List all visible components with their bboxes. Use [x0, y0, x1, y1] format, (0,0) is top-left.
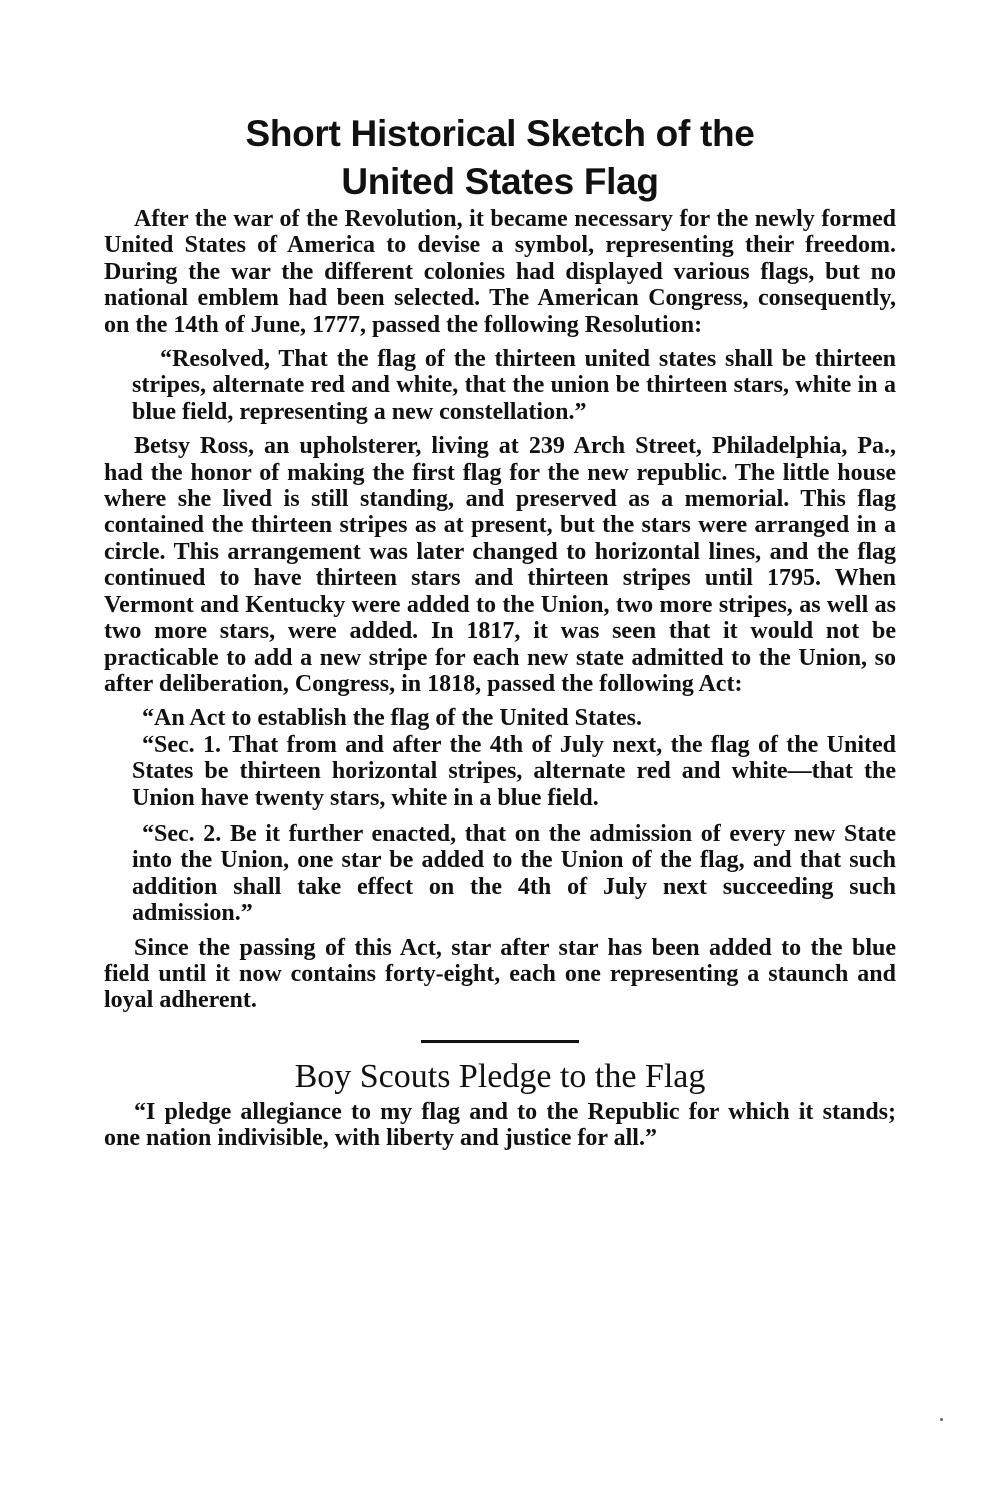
page-title — [104, 110, 896, 206]
section-divider — [421, 1040, 579, 1043]
pledge-title: Boy Scouts Pledge to the Flag — [294, 1057, 706, 1095]
act-title: “An Act to establish the flag of the United States. — [142, 705, 642, 732]
pledge-text: “I pledge allegiance to my flag and to the Republic for which it stands; one nation indivisible, with liberty and justice for all.” — [104, 1098, 896, 1152]
page-title-line-1: Short Historical Sketch of the — [245, 113, 755, 154]
print-speck — [940, 1418, 943, 1421]
resolution-quote: “Resolved, That the flag of the thirteen united states shall be thirteen stripes, alternate red and white, that the union be thirteen stars, white in a blue field, representing a new constellation.” — [132, 346, 896, 425]
closing-paragraph: Since the passing of this Act, star after star has been added to the blue field until it now contains forty-eight, each one representing a staunch and loyal adherent. — [104, 934, 896, 1014]
act-section-1: “Sec. 1. That from and after the 4th of July next, the flag of the United States be thirteen horizontal stripes, alternate red and white—that the Union have twenty stars, white in a blue field. — [132, 731, 896, 811]
intro-paragraph: After the war of the Revolution, it became necessary for the newly formed United States of America to devise a symbol, representing their freedom. During the war the different colonies had displayed various flags, but no national emblem had been selected. The American Congress, consequently, on the 14th of June, 1777, passed the following Resolution: — [104, 206, 896, 338]
page-title-line-2: United States Flag — [341, 161, 659, 202]
betsy-ross-paragraph: Betsy Ross, an upholsterer, living at 239 Arch Street, Philadelphia, Pa., had the honor of making the first flag for the new republic. The little house where she lived is still standing, and preserved as a memorial. This flag contained the thirteen stripes as at present, but the stars were arranged in a circle. This arrangement was later changed to horizontal lines, and the flag continued to have thirteen stars and thirteen stripes until 1795. When Vermont and Kentucky were added to the Union, two more stripes, as well as two more stars, were added. In 1817, it was seen that it would not be practicable to add a new stripe for each new state admitted to the Union, so after deliberation, Congress, in 1818, passed the following Act: — [104, 433, 896, 697]
act-section-2: “Sec. 2. Be it further enacted, that on the admission of every new State into the Union, one star be added to the Union of the flag, and that such addition shall take effect on the 4th of July next succeeding such admission.” — [132, 820, 896, 927]
document-page — [104, 110, 896, 1152]
